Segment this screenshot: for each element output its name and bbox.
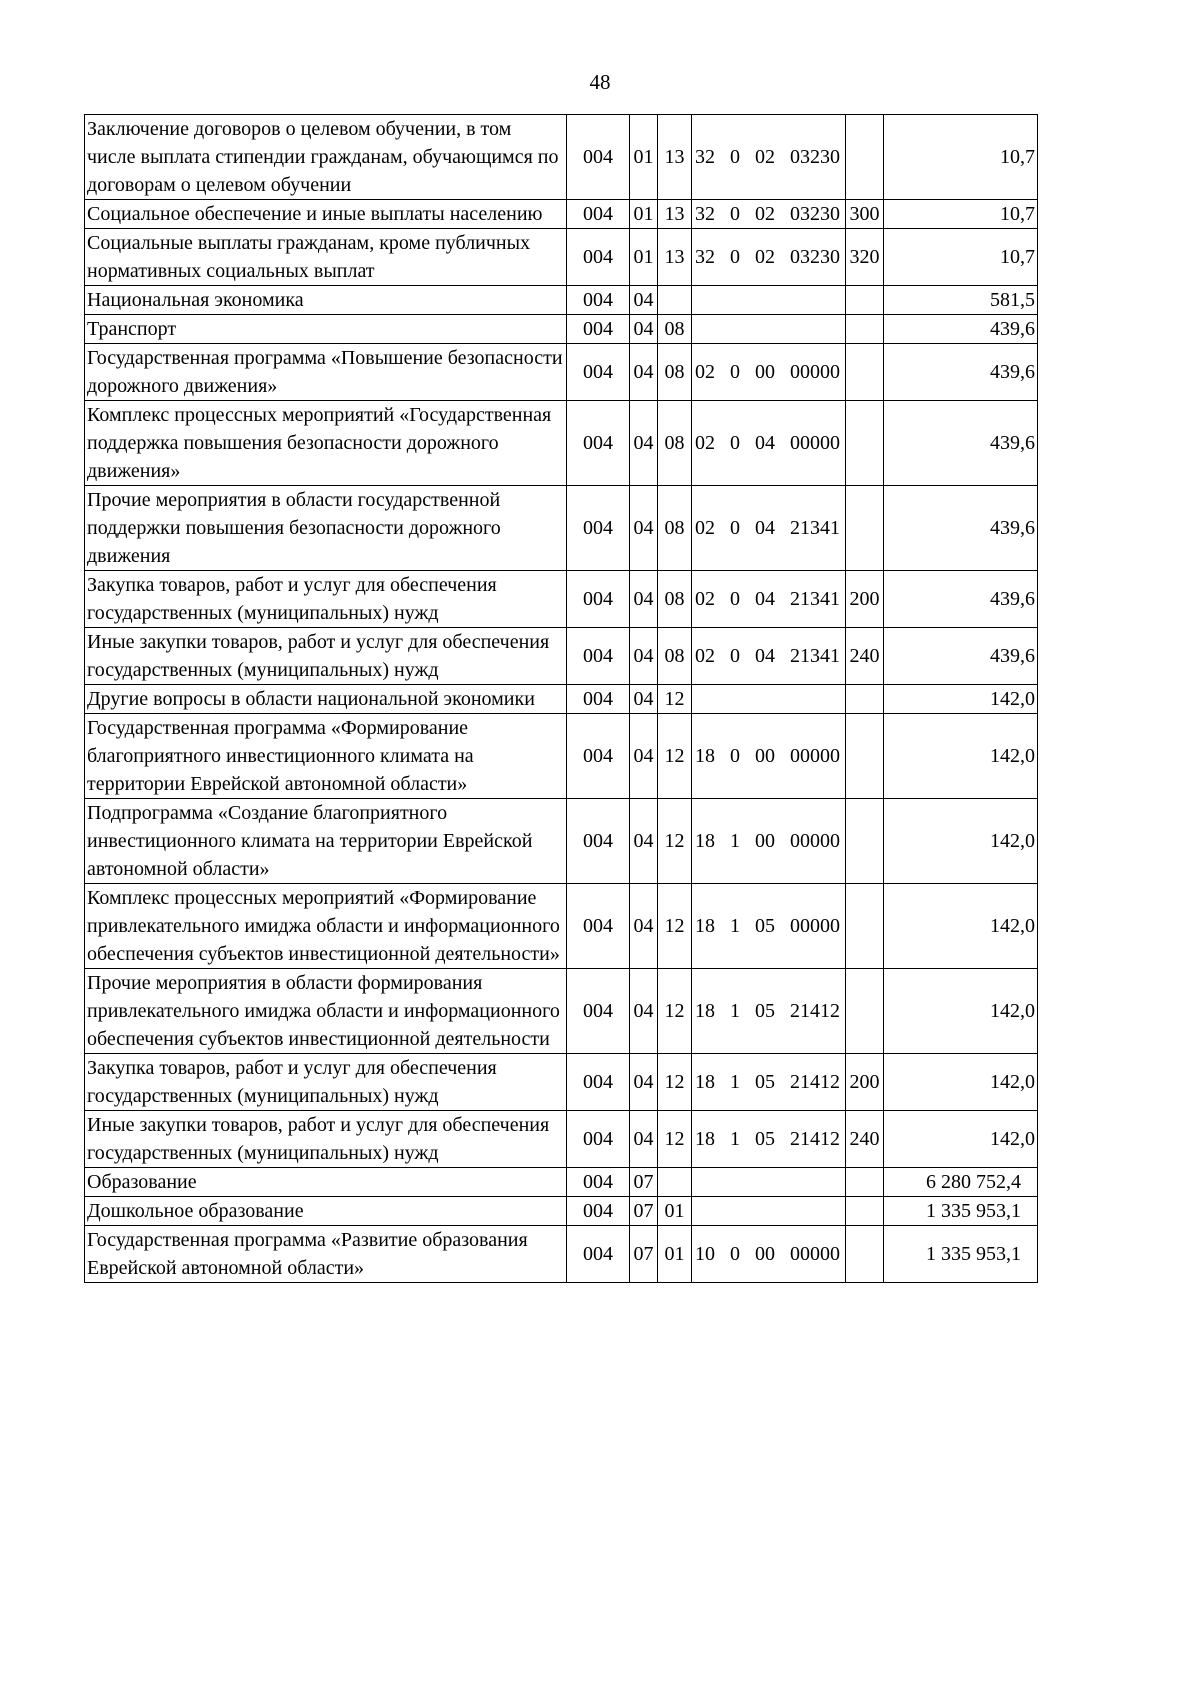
row-target-article <box>692 315 846 344</box>
row-target-article <box>692 286 846 315</box>
row-grbs: 004 <box>567 315 630 344</box>
target-article-parts <box>694 1240 843 1268</box>
program-code: 02 <box>695 517 715 539</box>
direction-code: 00 <box>755 361 775 383</box>
expense-code: 03230 <box>790 146 840 168</box>
row-name: Другие вопросы в области национальной экономики <box>85 685 567 714</box>
row-target-article <box>692 200 846 229</box>
target-article-parts <box>694 642 843 670</box>
row-target-article <box>692 1168 846 1197</box>
program-code: 32 <box>695 203 715 225</box>
subprogram-code: 0 <box>730 432 740 454</box>
row-name: Иные закупки товаров, работ и услуг для обеспечения государственных (муниципальных) нужд <box>85 1111 567 1168</box>
budget-table-body <box>85 115 1038 1283</box>
direction-code: 02 <box>755 146 775 168</box>
direction-code: 00 <box>755 830 775 852</box>
row-section: 04 <box>630 286 658 315</box>
row-expense-type: 240 <box>846 628 884 685</box>
row-expense-type <box>846 115 884 200</box>
row-section: 01 <box>630 200 658 229</box>
row-subsection: 08 <box>658 571 692 628</box>
table-row <box>85 486 1038 571</box>
row-grbs: 004 <box>567 685 630 714</box>
direction-code: 05 <box>755 915 775 937</box>
table-row <box>85 969 1038 1054</box>
program-code: 32 <box>695 246 715 268</box>
row-subsection: 13 <box>658 115 692 200</box>
direction-code: 04 <box>755 517 775 539</box>
row-name: Прочие мероприятия в области государственной поддержки повышения безопасности дорожного движения <box>85 486 567 571</box>
row-name: Социальные выплаты гражданам, кроме публичных нормативных социальных выплат <box>85 229 567 286</box>
subprogram-code: 0 <box>730 146 740 168</box>
row-grbs: 004 <box>567 200 630 229</box>
direction-code: 04 <box>755 588 775 610</box>
expense-code: 21412 <box>790 1071 840 1093</box>
row-name: Образование <box>85 1168 567 1197</box>
row-expense-type: 240 <box>846 1111 884 1168</box>
row-target-article <box>692 1054 846 1111</box>
subprogram-code: 0 <box>730 1243 740 1265</box>
row-subsection: 08 <box>658 344 692 401</box>
row-grbs: 004 <box>567 229 630 286</box>
row-grbs: 004 <box>567 1197 630 1226</box>
table-row <box>85 799 1038 884</box>
direction-code: 04 <box>755 432 775 454</box>
row-subsection: 08 <box>658 486 692 571</box>
subprogram-code: 1 <box>730 830 740 852</box>
program-code: 02 <box>695 645 715 667</box>
row-grbs: 004 <box>567 286 630 315</box>
row-target-article <box>692 628 846 685</box>
subprogram-code: 0 <box>730 203 740 225</box>
subprogram-code: 0 <box>730 517 740 539</box>
row-grbs: 004 <box>567 969 630 1054</box>
subprogram-code: 1 <box>730 1000 740 1022</box>
expense-code: 00000 <box>790 1243 840 1265</box>
row-amount: 142,0 <box>884 1111 1038 1168</box>
row-grbs: 004 <box>567 628 630 685</box>
direction-code: 05 <box>755 1071 775 1093</box>
row-amount: 6 280 752,4 <box>884 1168 1038 1197</box>
row-amount: 1 335 953,1 <box>884 1226 1038 1283</box>
row-target-article <box>692 115 846 200</box>
row-name: Прочие мероприятия в области формирования привлекательного имиджа области и информационного обеспечения субъектов инвестиционной деятельности <box>85 969 567 1054</box>
row-name: Национальная экономика <box>85 286 567 315</box>
row-target-article <box>692 229 846 286</box>
row-target-article <box>692 969 846 1054</box>
expense-code: 00000 <box>790 830 840 852</box>
row-amount: 581,5 <box>884 286 1038 315</box>
table-row <box>85 200 1038 229</box>
table-row <box>85 685 1038 714</box>
program-code: 18 <box>695 1071 715 1093</box>
target-article-parts <box>694 143 843 171</box>
table-row <box>85 286 1038 315</box>
row-amount: 142,0 <box>884 714 1038 799</box>
row-subsection: 01 <box>658 1197 692 1226</box>
row-amount: 439,6 <box>884 486 1038 571</box>
subprogram-code: 0 <box>730 645 740 667</box>
table-row <box>85 714 1038 799</box>
row-subsection: 12 <box>658 969 692 1054</box>
row-subsection: 12 <box>658 1111 692 1168</box>
row-expense-type <box>846 685 884 714</box>
row-expense-type <box>846 401 884 486</box>
table-row <box>85 1168 1038 1197</box>
table-row <box>85 1054 1038 1111</box>
row-amount: 142,0 <box>884 884 1038 969</box>
target-article-parts <box>694 429 843 457</box>
row-grbs: 004 <box>567 714 630 799</box>
table-row <box>85 401 1038 486</box>
row-target-article <box>692 799 846 884</box>
row-grbs: 004 <box>567 1111 630 1168</box>
program-code: 02 <box>695 432 715 454</box>
target-article-parts <box>694 827 843 855</box>
program-code: 18 <box>695 830 715 852</box>
row-expense-type <box>846 315 884 344</box>
row-section: 04 <box>630 344 658 401</box>
subprogram-code: 1 <box>730 1128 740 1150</box>
expense-code: 00000 <box>790 361 840 383</box>
row-amount: 142,0 <box>884 1054 1038 1111</box>
row-expense-type <box>846 344 884 401</box>
row-section: 04 <box>630 685 658 714</box>
row-grbs: 004 <box>567 486 630 571</box>
expense-code: 21341 <box>790 645 840 667</box>
direction-code: 02 <box>755 203 775 225</box>
table-row <box>85 229 1038 286</box>
row-name: Дошкольное образование <box>85 1197 567 1226</box>
row-section: 04 <box>630 1111 658 1168</box>
table-row <box>85 571 1038 628</box>
row-amount: 439,6 <box>884 315 1038 344</box>
expense-code: 03230 <box>790 246 840 268</box>
target-article-parts <box>694 585 843 613</box>
row-subsection: 12 <box>658 1054 692 1111</box>
row-subsection: 08 <box>658 401 692 486</box>
row-target-article <box>692 1111 846 1168</box>
target-article-parts <box>694 997 843 1025</box>
direction-code: 05 <box>755 1000 775 1022</box>
table-row <box>85 884 1038 969</box>
row-expense-type: 200 <box>846 1054 884 1111</box>
budget-table <box>84 114 1038 1283</box>
row-name: Социальное обеспечение и иные выплаты населению <box>85 200 567 229</box>
target-article-parts <box>694 243 843 271</box>
program-code: 02 <box>695 361 715 383</box>
subprogram-code: 1 <box>730 1071 740 1093</box>
row-amount: 142,0 <box>884 685 1038 714</box>
row-grbs: 004 <box>567 1054 630 1111</box>
row-subsection: 12 <box>658 884 692 969</box>
direction-code: 04 <box>755 645 775 667</box>
direction-code: 02 <box>755 246 775 268</box>
target-article-parts <box>694 1125 843 1153</box>
row-section: 04 <box>630 714 658 799</box>
row-expense-type <box>846 884 884 969</box>
row-grbs: 004 <box>567 1226 630 1283</box>
target-article-parts <box>694 514 843 542</box>
table-row <box>85 315 1038 344</box>
row-target-article <box>692 884 846 969</box>
row-amount: 10,7 <box>884 200 1038 229</box>
expense-code: 21412 <box>790 1000 840 1022</box>
row-section: 04 <box>630 401 658 486</box>
row-name: Комплекс процессных мероприятий «Государственная поддержка повышения безопасности дорожного движения» <box>85 401 567 486</box>
row-name: Закупка товаров, работ и услуг для обеспечения государственных (муниципальных) нужд <box>85 571 567 628</box>
expense-code: 21341 <box>790 517 840 539</box>
table-row <box>85 344 1038 401</box>
subprogram-code: 0 <box>730 361 740 383</box>
row-grbs: 004 <box>567 115 630 200</box>
row-subsection: 13 <box>658 229 692 286</box>
row-target-article <box>692 486 846 571</box>
row-target-article <box>692 1197 846 1226</box>
row-expense-type: 200 <box>846 571 884 628</box>
row-name: Подпрограмма «Создание благоприятного инвестиционного климата на территории Еврейской автономной области» <box>85 799 567 884</box>
row-grbs: 004 <box>567 344 630 401</box>
target-article-parts <box>694 1068 843 1096</box>
row-name: Государственная программа «Повышение безопасности дорожного движения» <box>85 344 567 401</box>
row-subsection <box>658 286 692 315</box>
row-amount: 439,6 <box>884 344 1038 401</box>
program-code: 02 <box>695 588 715 610</box>
program-code: 18 <box>695 1128 715 1150</box>
row-expense-type <box>846 799 884 884</box>
row-amount: 142,0 <box>884 969 1038 1054</box>
expense-code: 03230 <box>790 203 840 225</box>
row-section: 04 <box>630 571 658 628</box>
subprogram-code: 0 <box>730 246 740 268</box>
subprogram-code: 1 <box>730 915 740 937</box>
row-amount: 439,6 <box>884 628 1038 685</box>
row-section: 04 <box>630 969 658 1054</box>
table-row <box>85 115 1038 200</box>
row-subsection: 08 <box>658 628 692 685</box>
row-section: 04 <box>630 486 658 571</box>
target-article-parts <box>694 358 843 386</box>
expense-code: 00000 <box>790 432 840 454</box>
target-article-parts <box>694 200 843 228</box>
row-expense-type: 320 <box>846 229 884 286</box>
direction-code: 00 <box>755 745 775 767</box>
expense-code: 21341 <box>790 588 840 610</box>
row-name: Транспорт <box>85 315 567 344</box>
row-subsection <box>658 1168 692 1197</box>
row-expense-type <box>846 1168 884 1197</box>
row-name: Иные закупки товаров, работ и услуг для обеспечения государственных (муниципальных) нужд <box>85 628 567 685</box>
row-section: 07 <box>630 1168 658 1197</box>
row-section: 07 <box>630 1197 658 1226</box>
row-expense-type <box>846 714 884 799</box>
row-grbs: 004 <box>567 799 630 884</box>
row-amount: 10,7 <box>884 115 1038 200</box>
row-section: 01 <box>630 115 658 200</box>
row-name: Комплекс процессных мероприятий «Формирование привлекательного имиджа области и информационного обеспечения субъектов инвестиционной деятельности» <box>85 884 567 969</box>
row-amount: 439,6 <box>884 571 1038 628</box>
row-subsection: 12 <box>658 685 692 714</box>
expense-code: 21412 <box>790 1128 840 1150</box>
target-article-parts <box>694 912 843 940</box>
row-grbs: 004 <box>567 884 630 969</box>
row-grbs: 004 <box>567 1168 630 1197</box>
target-article-parts <box>694 742 843 770</box>
row-target-article <box>692 1226 846 1283</box>
direction-code: 05 <box>755 1128 775 1150</box>
row-name: Закупка товаров, работ и услуг для обеспечения государственных (муниципальных) нужд <box>85 1054 567 1111</box>
row-name: Государственная программа «Формирование благоприятного инвестиционного климата на территории Еврейской автономной области» <box>85 714 567 799</box>
row-target-article <box>692 344 846 401</box>
row-expense-type <box>846 1197 884 1226</box>
row-target-article <box>692 571 846 628</box>
row-subsection: 12 <box>658 714 692 799</box>
row-section: 04 <box>630 1054 658 1111</box>
expense-code: 00000 <box>790 745 840 767</box>
program-code: 32 <box>695 146 715 168</box>
row-amount: 439,6 <box>884 401 1038 486</box>
program-code: 18 <box>695 915 715 937</box>
row-expense-type <box>846 1226 884 1283</box>
row-name: Государственная программа «Развитие образования Еврейской автономной области» <box>85 1226 567 1283</box>
table-row <box>85 1111 1038 1168</box>
expense-code: 00000 <box>790 915 840 937</box>
row-name: Заключение договоров о целевом обучении, в том числе выплата стипендии гражданам, обучающимся по договорам о целевом обучении <box>85 115 567 200</box>
direction-code: 00 <box>755 1243 775 1265</box>
row-amount: 10,7 <box>884 229 1038 286</box>
row-target-article <box>692 401 846 486</box>
row-amount: 1 335 953,1 <box>884 1197 1038 1226</box>
table-row <box>85 628 1038 685</box>
row-section: 04 <box>630 628 658 685</box>
row-section: 04 <box>630 315 658 344</box>
row-subsection: 01 <box>658 1226 692 1283</box>
row-section: 04 <box>630 799 658 884</box>
row-section: 07 <box>630 1226 658 1283</box>
row-target-article <box>692 685 846 714</box>
row-expense-type <box>846 486 884 571</box>
program-code: 18 <box>695 1000 715 1022</box>
row-subsection: 12 <box>658 799 692 884</box>
row-section: 01 <box>630 229 658 286</box>
row-grbs: 004 <box>567 401 630 486</box>
row-grbs: 004 <box>567 571 630 628</box>
row-subsection: 13 <box>658 200 692 229</box>
row-target-article <box>692 714 846 799</box>
row-expense-type <box>846 286 884 315</box>
table-row <box>85 1226 1038 1283</box>
row-expense-type: 300 <box>846 200 884 229</box>
page-number: 48 <box>589 70 611 94</box>
table-row <box>85 1197 1038 1226</box>
program-code: 10 <box>695 1243 715 1265</box>
subprogram-code: 0 <box>730 588 740 610</box>
subprogram-code: 0 <box>730 745 740 767</box>
row-section: 04 <box>630 884 658 969</box>
row-amount: 142,0 <box>884 799 1038 884</box>
row-subsection: 08 <box>658 315 692 344</box>
row-expense-type <box>846 969 884 1054</box>
program-code: 18 <box>695 745 715 767</box>
